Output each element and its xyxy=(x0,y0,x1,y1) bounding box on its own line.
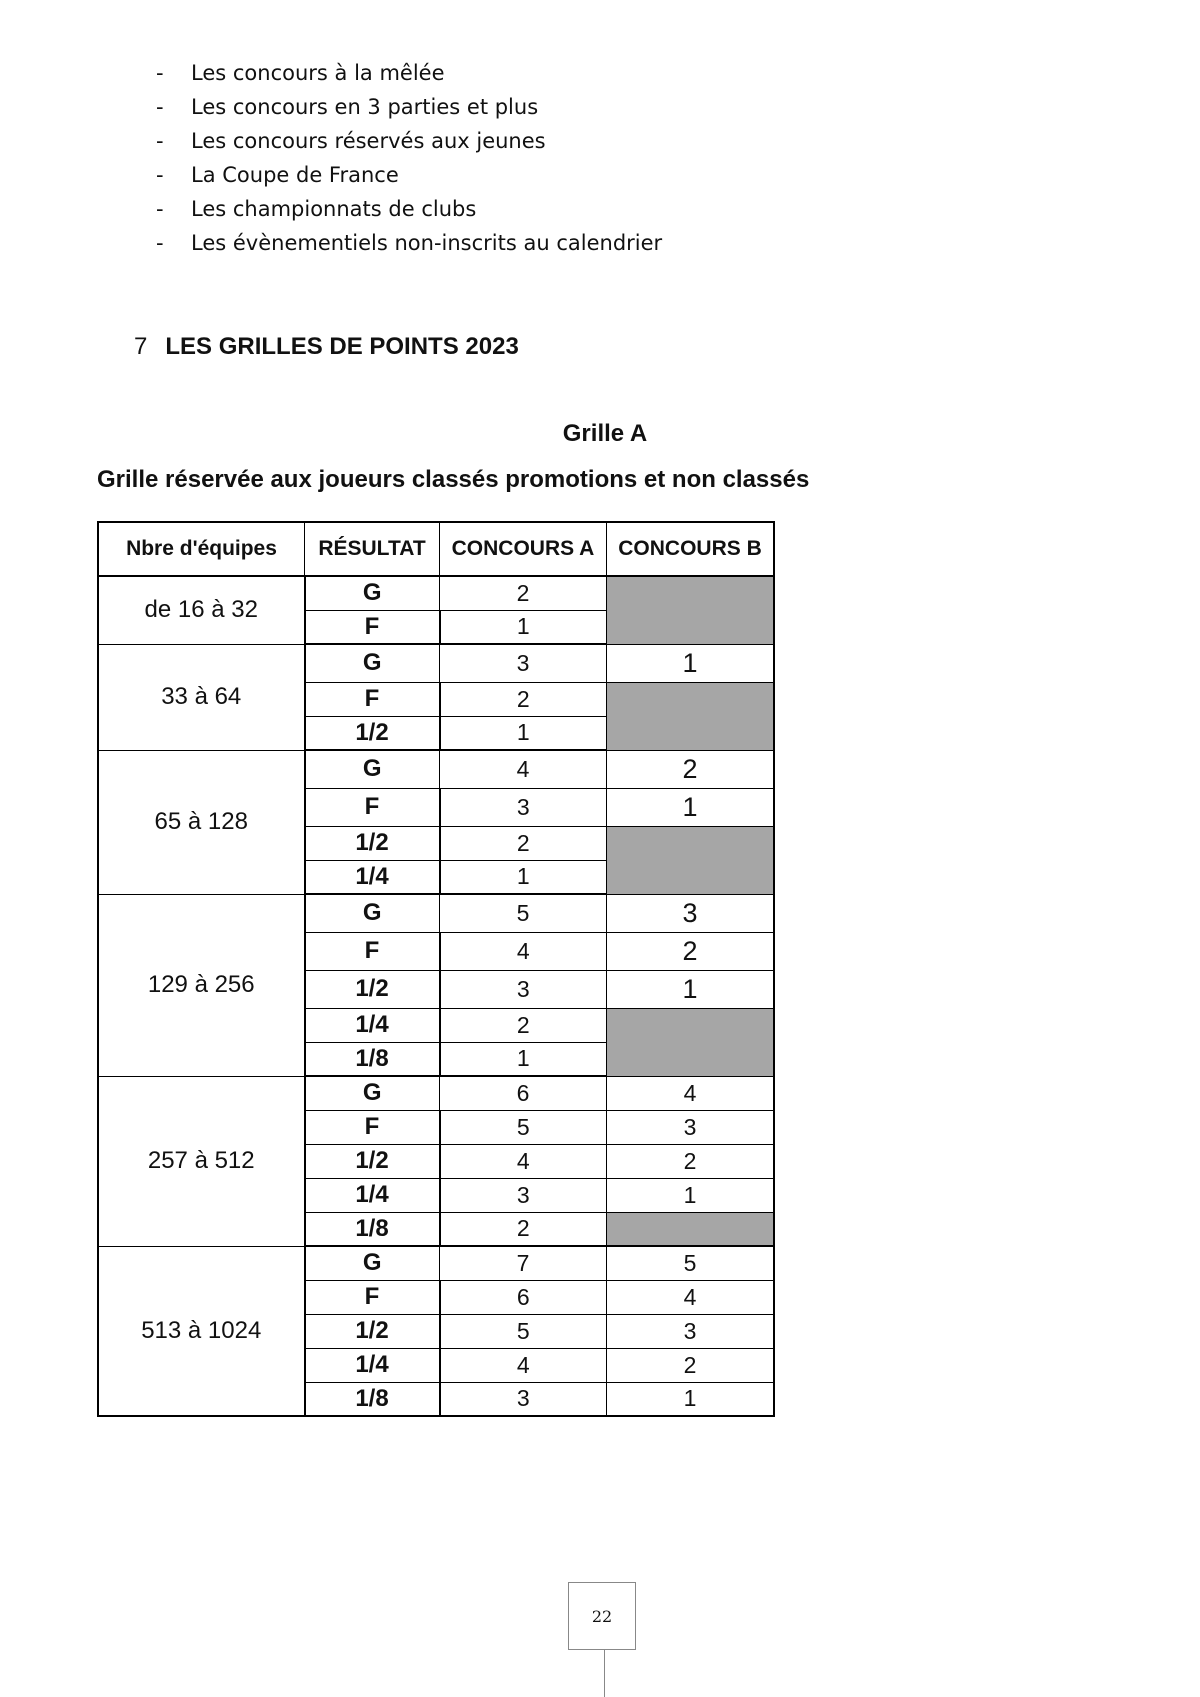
concours-a-cell: 3 xyxy=(440,1382,607,1416)
concours-a-cell: 4 xyxy=(440,1348,607,1382)
concours-b-cell: 1 xyxy=(607,644,775,682)
section-title: LES GRILLES DE POINTS 2023 xyxy=(165,333,519,360)
result-cell: F xyxy=(305,788,440,826)
result-cell: 1/2 xyxy=(305,716,440,750)
concours-b-empty-cell xyxy=(607,576,775,644)
table-row xyxy=(98,750,774,788)
result-cell: 1/2 xyxy=(305,1314,440,1348)
concours-a-cell: 2 xyxy=(440,682,607,716)
table-row xyxy=(98,644,774,682)
concours-a-cell: 3 xyxy=(440,1178,607,1212)
list-item-text: La Coupe de France xyxy=(191,163,399,187)
concours-b-cell: 2 xyxy=(607,1144,775,1178)
header-concours-b: CONCOURS B xyxy=(607,522,775,576)
concours-a-cell: 2 xyxy=(440,576,607,610)
concours-a-cell: 3 xyxy=(440,970,607,1008)
result-cell: G xyxy=(305,894,440,932)
concours-a-cell: 5 xyxy=(440,894,607,932)
concours-a-cell: 1 xyxy=(440,610,607,644)
concours-a-cell: 7 xyxy=(440,1246,607,1280)
result-cell: G xyxy=(305,1246,440,1280)
table-row xyxy=(98,1076,774,1110)
grid-subtitle: Grille réservée aux joueurs classés promotions et non classés xyxy=(97,466,810,493)
concours-a-cell: 1 xyxy=(440,860,607,894)
header-result: RÉSULTAT xyxy=(305,522,440,576)
list-item-text: Les championnats de clubs xyxy=(191,197,477,221)
result-cell: 1/2 xyxy=(305,1144,440,1178)
table-row xyxy=(98,1246,774,1280)
concours-b-cell: 1 xyxy=(607,970,775,1008)
concours-b-cell: 3 xyxy=(607,894,775,932)
result-cell: 1/4 xyxy=(305,1348,440,1382)
concours-b-cell: 2 xyxy=(607,932,775,970)
concours-b-cell: 5 xyxy=(607,1246,775,1280)
bullet-marker: - xyxy=(156,197,164,221)
team-count-range: 513 à 1024 xyxy=(98,1246,305,1416)
result-cell: F xyxy=(305,610,440,644)
concours-a-cell: 1 xyxy=(440,1042,607,1076)
concours-b-cell: 1 xyxy=(607,788,775,826)
bullet-marker: - xyxy=(156,95,164,119)
concours-a-cell: 5 xyxy=(440,1110,607,1144)
list-item-text: Les concours à la mêlée xyxy=(191,61,445,85)
result-cell: 1/4 xyxy=(305,1178,440,1212)
list-item-text: Les concours réservés aux jeunes xyxy=(191,129,546,153)
result-cell: G xyxy=(305,644,440,682)
concours-b-empty-cell xyxy=(607,1212,775,1246)
concours-a-cell: 2 xyxy=(440,826,607,860)
concours-b-cell: 4 xyxy=(607,1280,775,1314)
header-concours-a: CONCOURS A xyxy=(440,522,607,576)
team-count-range: 65 à 128 xyxy=(98,750,305,894)
result-cell: F xyxy=(305,1280,440,1314)
header-team-count: Nbre d'équipes xyxy=(98,522,305,576)
result-cell: G xyxy=(305,750,440,788)
page-number: 22 xyxy=(568,1582,636,1650)
bullet-marker: - xyxy=(156,231,164,255)
concours-b-empty-cell xyxy=(607,682,775,750)
team-count-range: de 16 à 32 xyxy=(98,576,305,644)
concours-b-cell: 2 xyxy=(607,1348,775,1382)
concours-b-cell: 4 xyxy=(607,1076,775,1110)
concours-b-cell: 2 xyxy=(607,750,775,788)
result-cell: 1/2 xyxy=(305,970,440,1008)
list-item-text: Les concours en 3 parties et plus xyxy=(191,95,539,119)
result-cell: 1/4 xyxy=(305,860,440,894)
page-number-connector xyxy=(604,1650,605,1697)
section-number: 7 xyxy=(134,333,148,360)
result-cell: 1/2 xyxy=(305,826,440,860)
concours-a-cell: 4 xyxy=(440,1144,607,1178)
team-count-range: 129 à 256 xyxy=(98,894,305,1076)
team-count-range: 33 à 64 xyxy=(98,644,305,750)
result-cell: 1/4 xyxy=(305,1008,440,1042)
result-cell: 1/8 xyxy=(305,1212,440,1246)
concours-a-cell: 5 xyxy=(440,1314,607,1348)
bullet-marker: - xyxy=(156,129,164,153)
concours-b-cell: 1 xyxy=(607,1178,775,1212)
result-cell: 1/8 xyxy=(305,1042,440,1076)
concours-b-cell: 3 xyxy=(607,1110,775,1144)
concours-b-empty-cell xyxy=(607,826,775,894)
table-header-row xyxy=(98,522,774,576)
concours-a-cell: 6 xyxy=(440,1076,607,1110)
concours-b-cell: 3 xyxy=(607,1314,775,1348)
result-cell: G xyxy=(305,576,440,610)
concours-a-cell: 3 xyxy=(440,788,607,826)
concours-a-cell: 2 xyxy=(440,1008,607,1042)
section-heading xyxy=(134,333,519,361)
result-cell: F xyxy=(305,1110,440,1144)
concours-b-cell: 1 xyxy=(607,1382,775,1416)
team-count-range: 257 à 512 xyxy=(98,1076,305,1246)
result-cell: F xyxy=(305,932,440,970)
concours-a-cell: 4 xyxy=(440,932,607,970)
grid-title: Grille A xyxy=(562,420,648,447)
concours-a-cell: 1 xyxy=(440,716,607,750)
result-cell: 1/8 xyxy=(305,1382,440,1416)
concours-a-cell: 2 xyxy=(440,1212,607,1246)
concours-b-empty-cell xyxy=(607,1008,775,1076)
points-grid-table xyxy=(97,521,775,1417)
concours-a-cell: 4 xyxy=(440,750,607,788)
table-row xyxy=(98,576,774,610)
list-item-text: Les évènementiels non-inscrits au calendrier xyxy=(191,231,663,255)
table-row xyxy=(98,894,774,932)
concours-a-cell: 6 xyxy=(440,1280,607,1314)
bullet-marker: - xyxy=(156,61,164,85)
bullet-marker: - xyxy=(156,163,164,187)
result-cell: F xyxy=(305,682,440,716)
result-cell: G xyxy=(305,1076,440,1110)
concours-a-cell: 3 xyxy=(440,644,607,682)
